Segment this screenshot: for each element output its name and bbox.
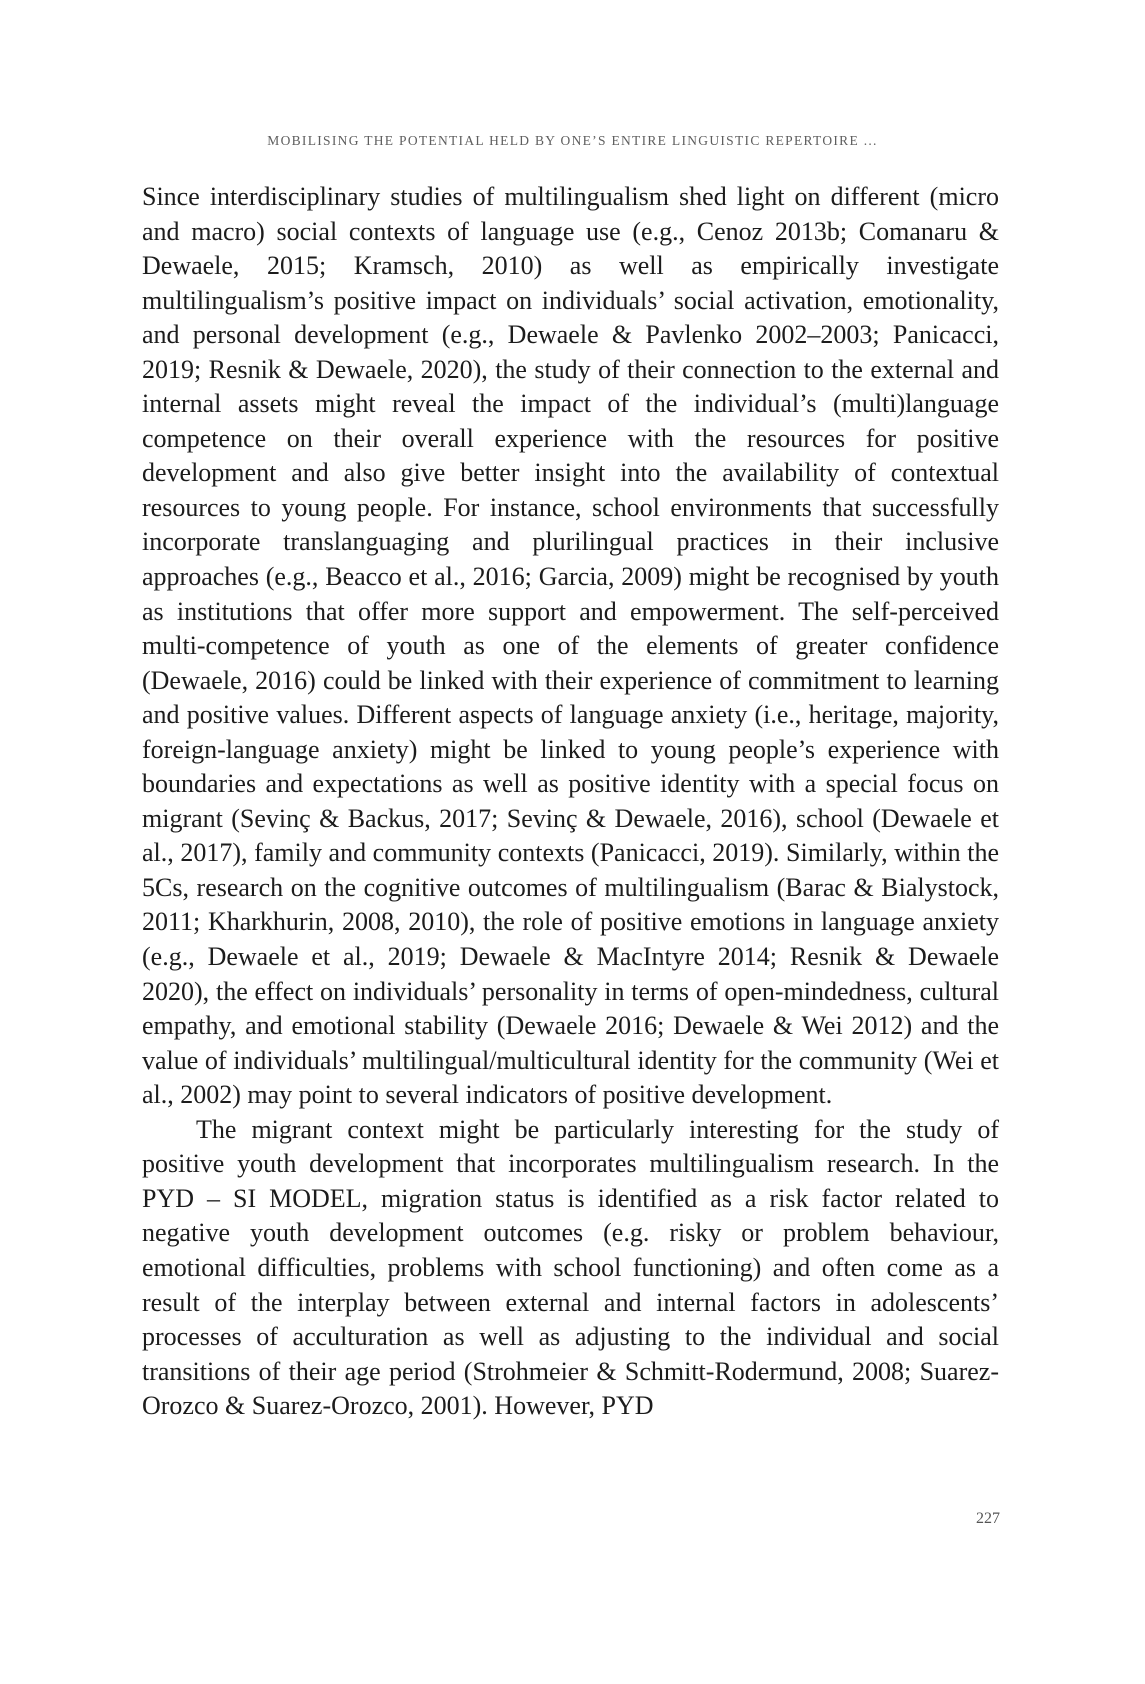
running-header: MOBILISING THE POTENTIAL HELD BY ONE’S ENTIRE LINGUISTIC REPERTOIRE ... <box>267 133 878 148</box>
page-number: 227 <box>976 1510 1000 1527</box>
paragraph: The migrant context might be particularly interesting for the study of positive youth development that incorporates multilingualism research. In the PYD – SI MODEL, migration status is identified as a risk factor related to negative youth development outcomes (e.g. risky or problem behaviour, emotional difficulties, problems with school functioning) and often come as a result of the interplay between external and internal factors in adolescents’ processes of acculturation as well as adjusting to the individual and social transitions of their age period (Strohmeier & Schmitt-Rodermund, 2008; Suarez-Orozco & Suarez-Orozco, 2001). However, PYD <box>142 1114 999 1421</box>
paragraph: Since interdisciplinary studies of multilingualism shed light on different (micro and macro) social contexts of language use (e.g., Cenoz 2013b; Comanaru & Dewaele, 2015; Kramsch, 2010) as well as empirically investigate multilingualism’s positive impact on individuals’ social activation, emotionality, and personal development (e.g., Dewaele & Pavlenko 2002–2003; Panicacci, 2019; Resnik & Dewaele, 2020), the study of their connection to the external and internal assets might reveal the impact of the individual’s (multi)language competence on their overall experience with the resources for positive development and also give better insight into the availability of contextual resources to young people. For instance, school environments that successfully incorporate translanguaging and plurilingual practices in their inclusive approaches (e.g., Beacco et al., 2016; Garcia, 2009) might be recognised by youth as institutions that offer more support and empowerment. The self-perceived multi-competence of youth as one of the elements of greater confidence (Dewaele, 2016) could be linked with their experience of commitment to learning and positive values. Different aspects of language anxiety (i.e., heritage, majority, foreign-language anxiety) might be linked to young people’s experience with boundaries and expectations as well as positive identity with a special focus on migrant (Sevinç & Backus, 2017; Sevinç & Dewaele, 2016), school (Dewaele et al., 2017), family and community contexts (Panicacci, 2019). Similarly, within the 5Cs, research on the cognitive outcomes of multilingualism (Barac & Bialystock, 2011; Kharkhurin, 2008, 2010), the role of positive emotions in language anxiety (e.g., Dewaele et al., 2019; Dewaele & MacIntyre 2014; Resnik & Dewaele 2020), the effect on individuals’ personality in terms of open-mindedness, cultural empathy, and emotional stability (Dewaele 2016; Dewaele & Wei 2012) and the value of individuals’ multilingual/multicultural identity for the community (Wei et al., 2002) may point to several indicators of positive development. <box>142 182 999 1110</box>
body-text <box>142 180 999 1424</box>
